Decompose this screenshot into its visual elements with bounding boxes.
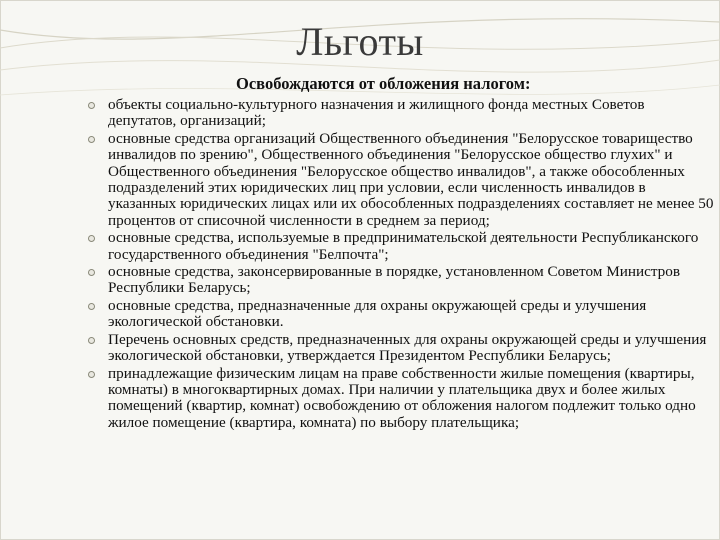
list-item-text: основные средства, законсервированные в порядке, установленном Советом Министров Республики Беларусь; (108, 263, 680, 297)
circle-bullet-icon (88, 303, 95, 310)
circle-bullet-icon (88, 337, 95, 344)
list-item-text: основные средства организаций Общественного объединения "Белорусское товарищество инвалидов по зрению", Общественного объединения "Белорусское общество глухих" и Общественного объединения "Белорусское общество инвалидов", а также обособленных подразделений этих юридических лиц при условии, если численность инвалидов в указанных юридических лицах или их обособленных подразделениях составляет не менее 50 процентов от списочной численности в среднем за период; (108, 129, 714, 229)
circle-bullet-icon (88, 136, 95, 143)
list-item-text: принадлежащие физическим лицам на праве собственности жилые помещения (квартиры, комнаты) в многоквартирных домах. При наличии у плательщика двух и более жилых помещений (квартир, комнат) освобождению от обложения налогом подлежит только одно жилое помещение (квартира, комната) по выбору плательщика; (108, 364, 696, 431)
list-item (88, 97, 716, 130)
list-item-text: основные средства, предназначенные для охраны окружающей среды и улучшения экологической обстановки. (108, 296, 647, 331)
list-item (88, 230, 716, 263)
list-item (88, 332, 716, 365)
list-item-text: объекты социально-культурного назначения и жилищного фонда местных Советов депутатов, организаций; (108, 96, 645, 130)
circle-bullet-icon (88, 371, 95, 378)
list-item (88, 366, 716, 432)
circle-bullet-icon (88, 235, 95, 242)
list-item (88, 264, 716, 297)
circle-bullet-icon (88, 269, 95, 276)
list-item (88, 131, 716, 229)
slide-title: Льготы (296, 19, 424, 64)
bullet-list (88, 97, 716, 432)
list-item-text: Перечень основных средств, предназначенных для охраны окружающей среды и улучшения экологической обстановки, утверждается Президентом Республики Беларусь; (108, 330, 707, 365)
list-item (88, 298, 716, 331)
slide-subtitle: Освобождаются от обложения налогом: (236, 74, 531, 93)
circle-bullet-icon (88, 102, 95, 109)
list-item-text: основные средства, используемые в предпринимательской деятельности Республиканского государственного объединения "Белпочта"; (108, 229, 699, 263)
